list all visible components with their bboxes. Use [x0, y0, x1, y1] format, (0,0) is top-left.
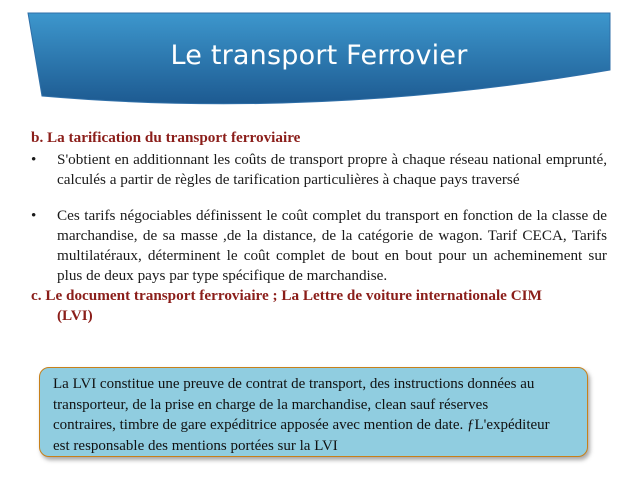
- heading-c-line-1: c. Le document transport ferroviaire ; La Lettre de voiture internationale CIM: [31, 287, 542, 304]
- heading-tarification: b. La tarification du transport ferroviaire: [31, 129, 301, 146]
- bullet-item-2: [31, 206, 607, 286]
- bullet-text-1: S'obtient en additionnant les coûts de transport propre à chaque réseau national emprunté, calculés a partir de règles de tarification particulières à chaque pays traversé: [57, 151, 607, 188]
- bullet-item-1: [31, 150, 607, 190]
- heading-c-line-2: (LVI): [57, 307, 93, 324]
- slide-content: [31, 128, 607, 326]
- slide-title: Le transport Ferrovier: [170, 40, 468, 71]
- infobox-line-2: transporteur, de la prise en charge de la marchandise, clean sauf réserves: [53, 396, 489, 413]
- bullet-text-2: Ces tarifs négociables définissent le coût complet du transport en fonction de la classe de marchandise, de sa masse ,de la distance, de la catégorie de wagon. Tarif CECA, Tarifs multilatéraux, déterminent le coût complet de bout en bout pour un acheminement sur plus de deux pays par type spécifique de marchandise.: [57, 207, 607, 284]
- infobox-line-3: contraires, timbre de gare expéditrice apposée avec mention de date. ƒL'expéditeur: [53, 417, 550, 433]
- lvi-info-box: [39, 367, 588, 457]
- bullet-dot: •: [31, 207, 37, 224]
- title-banner: [0, 0, 638, 125]
- infobox-line-1: La LVI constitue une preuve de contrat de transport, des instructions données au: [53, 376, 535, 392]
- infobox-line-4: est responsable des mentions portées sur la LVI: [53, 437, 338, 454]
- heading-document-cim: [31, 286, 607, 326]
- bullet-dot: •: [31, 151, 37, 168]
